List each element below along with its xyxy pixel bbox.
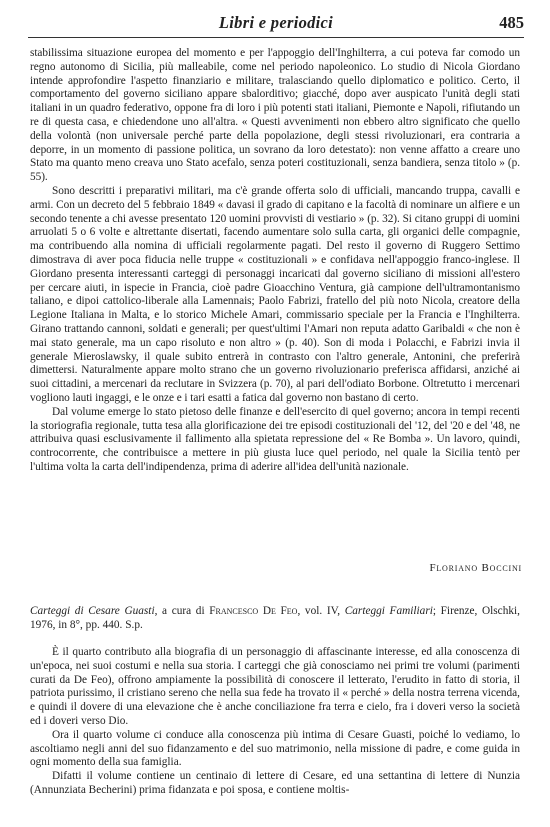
series-title: Carteggi Familiari — [344, 605, 433, 617]
publication-info: ; Firenze, Olschki, 1976, in 8°, pp. 440. S.p. — [30, 605, 520, 631]
book-title: Carteggi di Cesare Guasti — [30, 605, 155, 617]
header-rule — [28, 37, 524, 38]
review-heading — [30, 604, 520, 632]
paragraph: Sono descritti i preparativi militari, ma c'è grande offerta solo di ufficiali, mancando truppa, cavalli e armi. Con un decreto del 5 febbraio 1849 « davasi il grado di capitano e la facoltà di nominare un alfiere e un secondo tenente a chi avesse presentato 120 uomini provvisti di vestiario » (p. 32). Si citano gruppi di uomini arruolati 5 o 6 volte e altrettante disertati, facendo aumentare solo sulla carta, gli organici delle compagnie, ma contribuendo alla nomina di ufficiali regolarmente pagati. Del resto il governo di Ruggero Settimo dimostrava di aver poca fiducia nelle truppe « costituzionali » e confidava nell'appoggio franco-inglese. Il Giordano presenta interessanti carteggi di personaggi incaricati dal governo siciliano di missioni all'estero per cercare aiuti, in ispecie in Francia, cioè padre Gioacchino Ventura, già campione dell'ultramontanismo taliano, e dipoi cattolico-liberale alla Lamennais; Paolo Fabrizi, fratello del più noto Nicola, creatore della Legione Italiana in Malta, e lo storico Michele Amari, commissario speciale per la Francia e l'Inghilterra. Girano trattando cannoni, soldati e generali; per quest'ultimi l'Amari non reputa adatto Garibaldi « che non è mai stato generale, ma un capo risoluto e non altro » (p. 40). Son di moda i Polacchi, e Fabrizi invia il generale Mieroslawsky, il quale subito entrerà in contrasto con l'altro generale, Antonini, che preferirà dimettersi. Naturalmente appare molto strano che un governo rivoluzionario preferisca affidarsi, anziché ai suoi cittadini, a mercenari da reclutare in Svizzera (p. 70), al pari dell'odiato Borbone. Oltretutto i mercenari vogliono lauti ingaggi, e le onze e i tari esatti a fatica dal governo non bastano di certo. — [30, 184, 520, 404]
running-header — [28, 13, 524, 39]
review-body-2 — [30, 646, 520, 798]
reviewer-signature: Floriano Boccini — [429, 562, 522, 574]
curator-prefix: , a cura di — [154, 605, 210, 617]
paragraph: È il quarto contributo alla biografia di un personaggio di affascinante interesse, ed alla conoscenza di un'epoca, nei suoi costumi e nella sua storia. I carteggi che già conosciamo nei primi tre volumi (parimenti curati da De Feo), offrono ampiamente la possibilità di conoscere il letterato, l'erudito in fatto di storia, il patriota purissimo, il cristiano sereno che nella sua fede ha trovato il « perché » della nostra terrena vicenda, e quindi il dovere di una elevazione che è anche conciliazione fra terra e cielo, fra i doveri verso la società ed i doveri verso Dio. — [30, 646, 520, 727]
running-title: Libri e periodici — [218, 13, 334, 32]
paragraph: Ora il quarto volume ci conduce alla conoscenza più intima di Cesare Guasti, poiché lo vediamo, lo ascoltiamo negli anni del suo fidanzamento e del suo matrimonio, nella missione di padre, e come guida in ogni momento della sua famiglia. — [30, 728, 520, 769]
curator-name: Francesco De Feo — [209, 605, 298, 617]
volume-info: , vol. IV, — [297, 605, 345, 617]
review-body-1 — [30, 47, 520, 475]
paragraph: stabilissima situazione europea del momento e per l'appoggio dell'Inghilterra, a cui poteva far comodo un regno autonomo di Sicilia, più malleabile, come nel periodo napoleonico. Lo studio di Nicola Giordano intende approfondire l'aspetto finanziario e militare, tralasciando quello diplomatico e politico. Certo, il comportamento del governo siciliano appare sbalorditivo; giacché, dopo aver auspicato l'unità degli stati italiani in un quadro federativo, oppone fra di loro i più potenti stati italiani, Piemonte e Napoli, rifiutando un re di questa casa, e chiedendone uno all'altra. « Questi avvenimenti non ebbero altro significato che quello della volontà (non universale perché parte della popolazione, degli stessi rivoluzionari, era contraria a deporre, in un momento di passione politica, un sovrano da loro detestato): non venne affatto a creare uno Stato ma quanto meno creava uno Stato acefalo, senza poteri costituzionali, senza bandiera, senza titolo » (p. 55). — [30, 47, 520, 184]
paragraph: Dal volume emerge lo stato pietoso delle finanze e dell'esercito di quel governo; ancora in tempi recenti la storiografia regionale, tutta tesa alla glorificazione dei tre episodi costituzionali del '12, del '20 e del '48, ne attribuiva quasi esclusivamente il fallimento alla spietata repressione del « Re Bomba ». Un lavoro, quindi, controcorrente, che contribuisce a mettere in più giusta luce quel periodo, nel quale la Sicilia tentò per l'ultima volta la carta dell'indipendenza, prima di aderire all'idea dell'unità nazionale. — [30, 405, 520, 473]
page-number: 485 — [499, 13, 524, 32]
paragraph: Difatti il volume contiene un centinaio di lettere di Cesare, ed una settantina di lettere di Nunzia (Annunziata Becherini) prima fidanzata e poi sposa, e contiene moltis- — [30, 770, 520, 796]
